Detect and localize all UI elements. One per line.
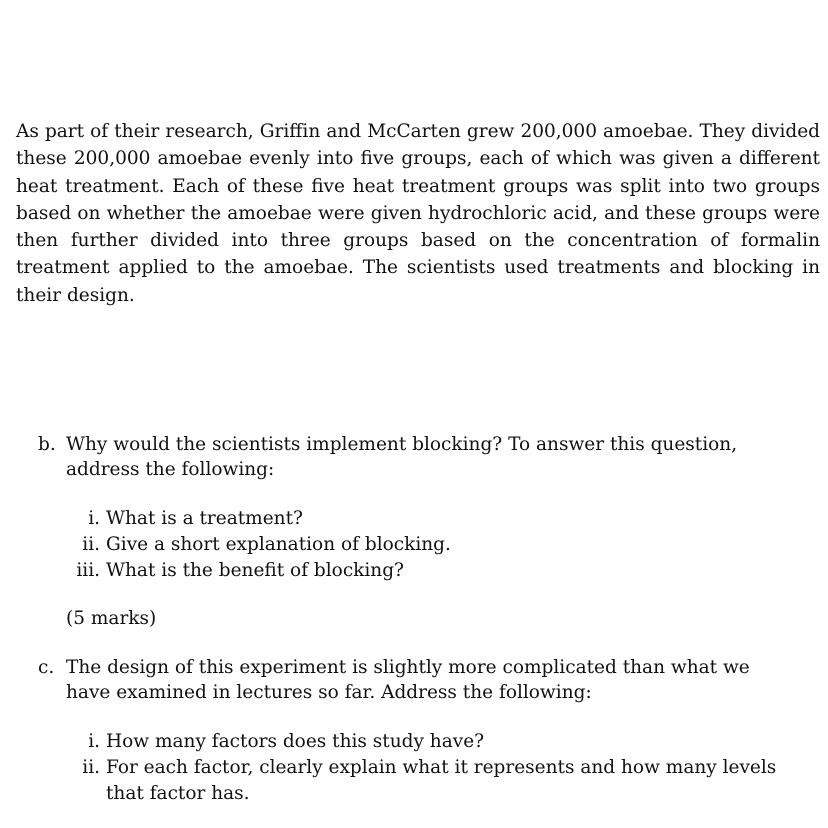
question-b (38, 432, 798, 631)
question-b-header (38, 432, 798, 482)
intro-paragraph: As part of their research, Griffin and McCarten grew 200,000 amoebae. They divided these 200,000 amoebae evenly into five groups, each of which was given a different heat treatment. Each of these five heat treatment groups was split into two groups based on whether the amoebae were given hydrochloric acid, and these groups were then further divided into three groups based on the concentration of formalin treatment applied to the amoebae. The scientists used treatments and blocking in their design. (16, 121, 820, 306)
list-item-text: Give a short explanation of blocking. (106, 534, 451, 555)
list-item-number: i. (88, 731, 100, 752)
list-item (38, 558, 798, 584)
list-item-number: i. (88, 508, 100, 529)
question-c-letter: c. (38, 657, 55, 678)
question-c-text: The design of this experiment is slightly more complicated than what we have examined in lectures so far. Address the following: (66, 657, 750, 703)
list-item-text: What is a treatment? (106, 508, 303, 529)
list-item (38, 532, 798, 558)
question-c-header (38, 655, 798, 705)
question-c (38, 655, 798, 807)
list-item-text: For each factor, clearly explain what it represents and how many levels that factor has. (106, 757, 777, 804)
question-b-marks: (5 marks) (66, 608, 157, 629)
list-item (38, 755, 798, 807)
list-item-number: ii. (82, 757, 100, 778)
list-item (38, 506, 798, 532)
question-b-subitems (38, 506, 798, 584)
list-item-text: What is the benefit of blocking? (106, 560, 404, 581)
question-c-subitems (38, 729, 798, 807)
list-item-text: How many factors does this study have? (106, 731, 485, 752)
list-item (38, 729, 798, 755)
question-b-text: Why would the scientists implement blocking? To answer this question, address the following: (66, 434, 738, 480)
list-item-number: iii. (76, 560, 100, 581)
question-b-letter: b. (38, 434, 56, 455)
list-item-number: ii. (82, 534, 100, 555)
